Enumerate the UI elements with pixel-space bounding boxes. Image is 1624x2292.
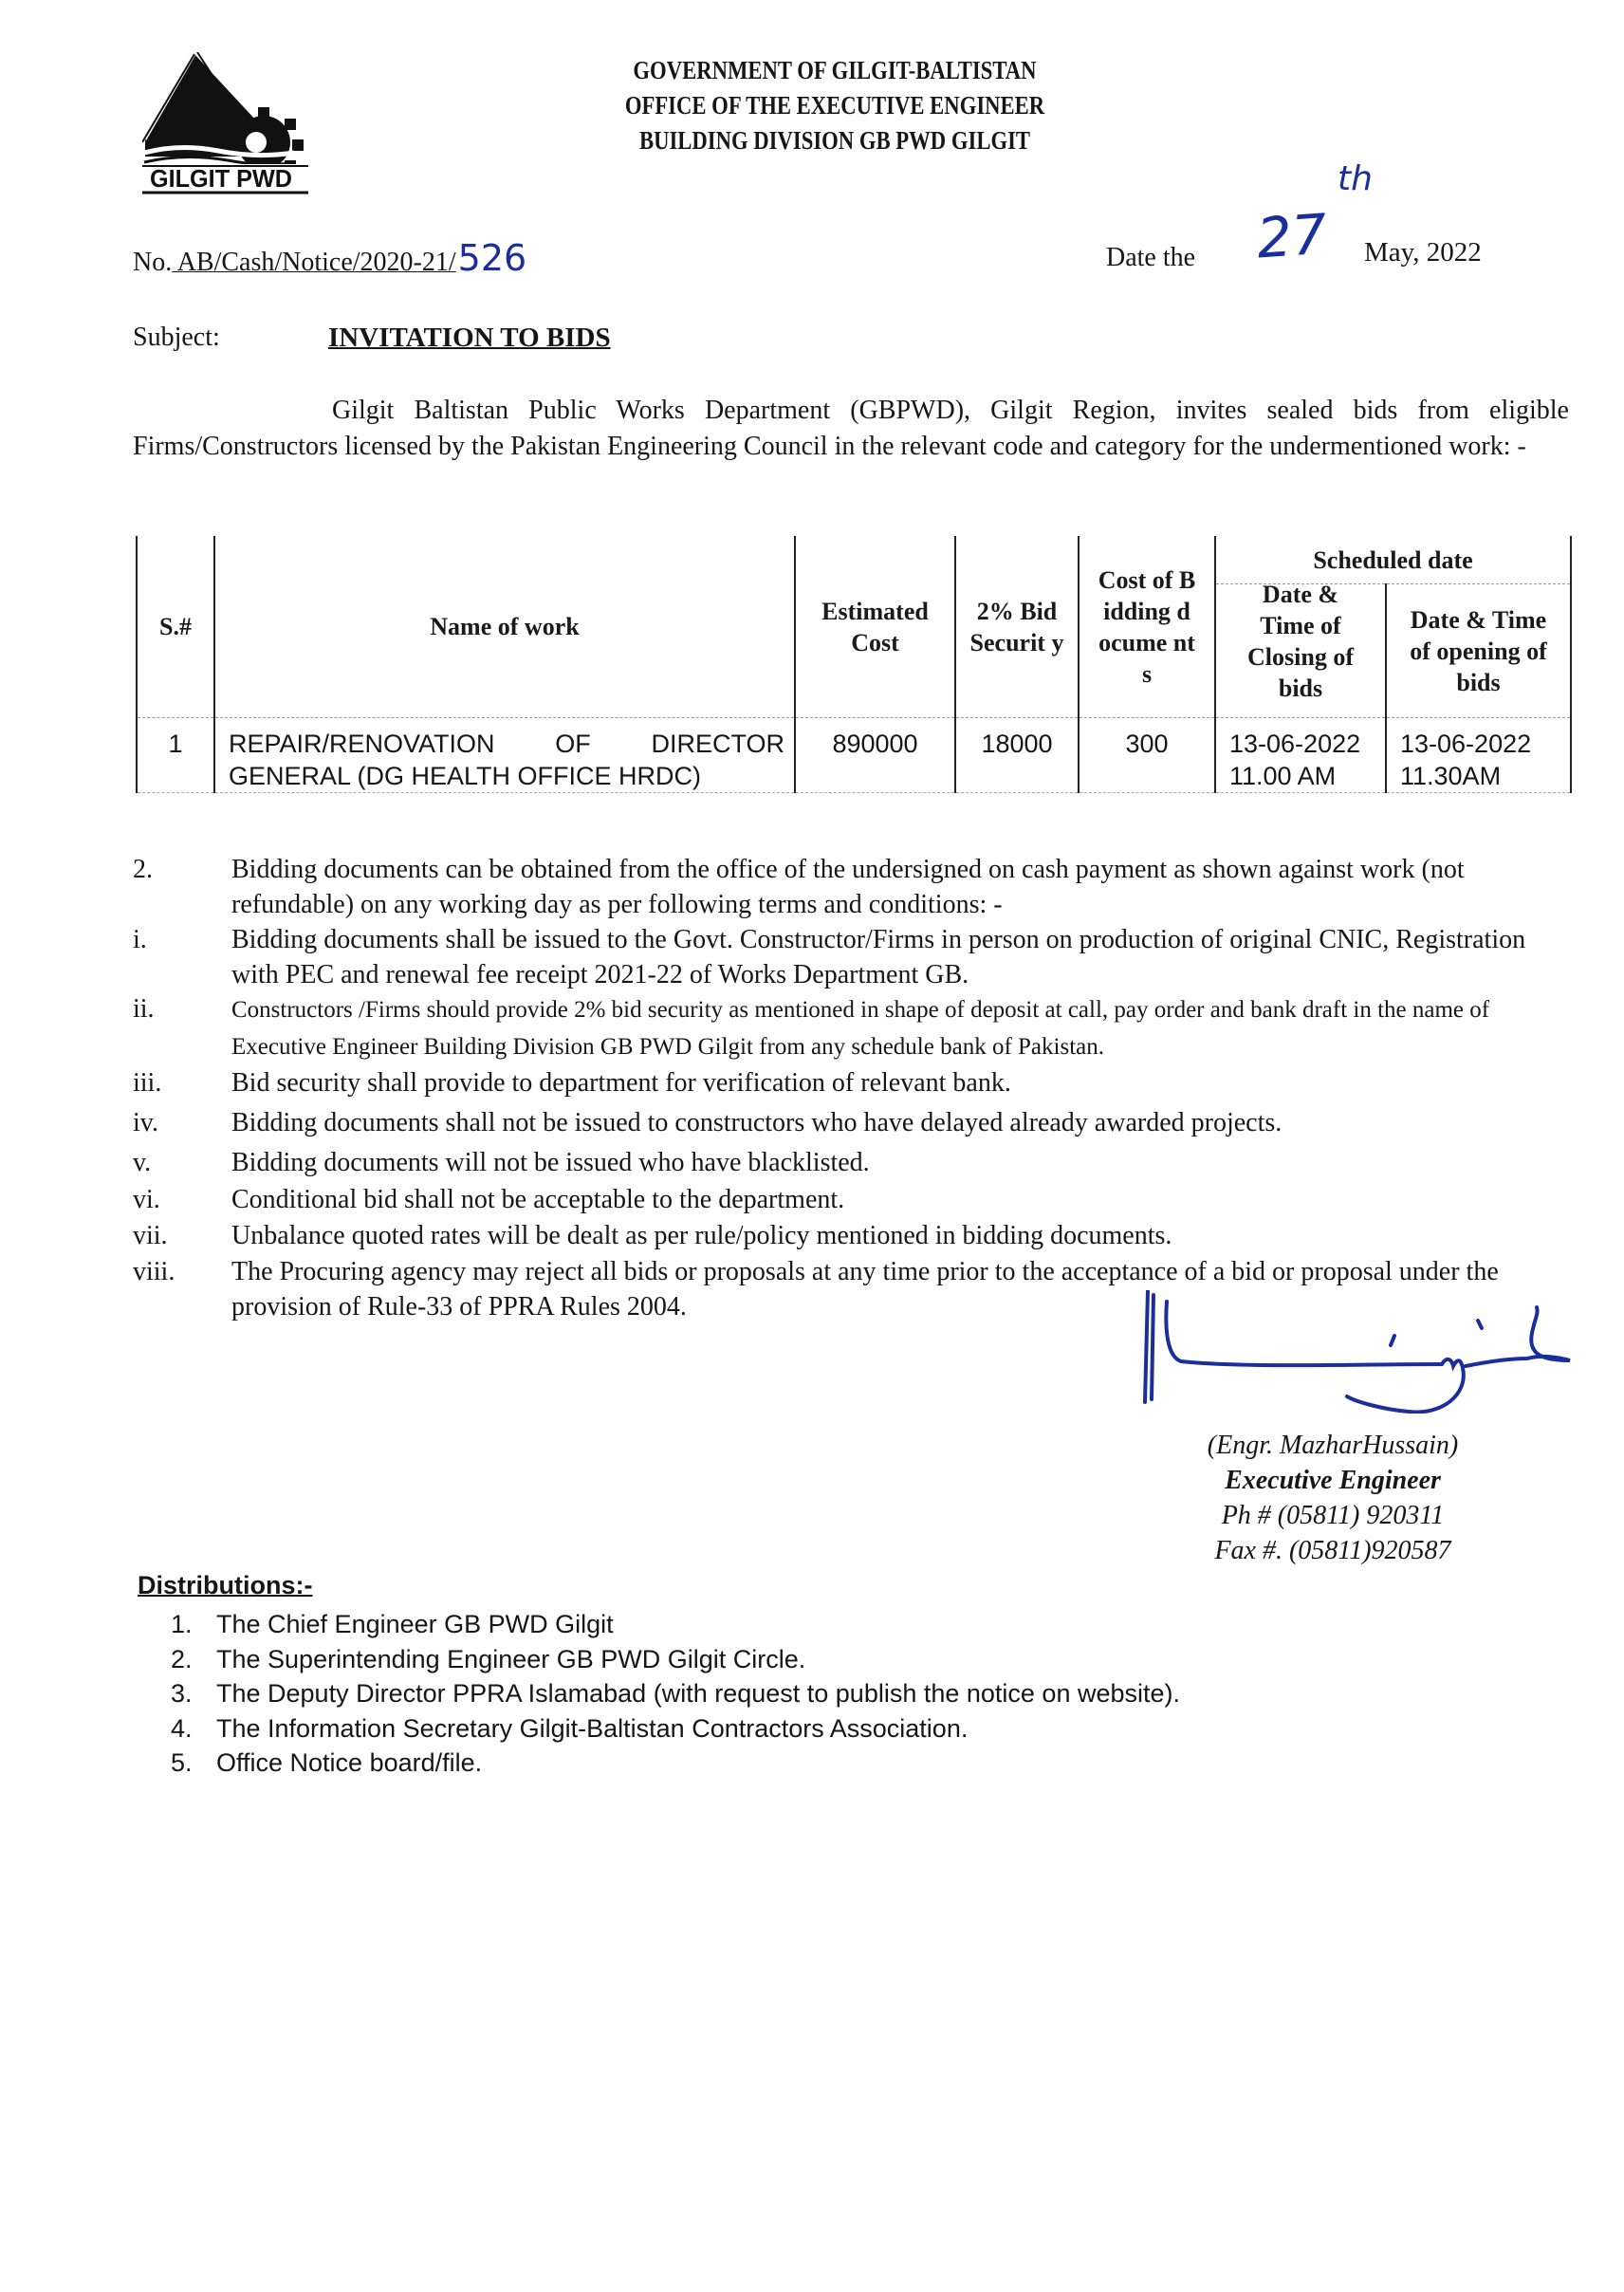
list-item-number: 2.	[171, 1644, 193, 1673]
distribution-title: Distributions:-	[138, 1571, 313, 1599]
cell-estimated-cost: 890000	[795, 718, 955, 793]
letterhead-line-government: GOVERNMENT OF GILGIT-BALTISTAN	[633, 56, 1037, 84]
list-item	[171, 1642, 1180, 1677]
list-item	[171, 1746, 1180, 1781]
header-cost-of-documents-text: Cost of Bidding docume nts	[1098, 565, 1196, 688]
header-estimated-cost-text: Estimated Cost	[821, 597, 929, 656]
reference-prefix: No.	[133, 248, 173, 277]
header-closing	[1215, 581, 1386, 718]
header-sno: S.#	[137, 536, 214, 718]
list-item-text: The Superintending Engineer GB PWD Gilgit Circle.	[216, 1644, 806, 1673]
clause-text: Constructors /Firms should provide 2% bid security as mentioned in shape of deposit at call, pay order and bank draft in the name of Executive Engineer Building Division GB PWD Gilgit from any schedule bank of Pakistan.	[231, 997, 1490, 1060]
signatory-title: Executive Engineer	[1225, 1466, 1441, 1495]
table-row	[137, 718, 1571, 793]
cell-opening-time: 11.30AM	[1400, 762, 1502, 790]
header-closing-text: Date & Time of Closing of bids	[1247, 581, 1354, 702]
clause-text: The Procuring agency may reject all bids or proposals at any time prior to the acceptance of a bid or proposal under the provision of Rule-33 of PPRA Rules 2004.	[231, 1257, 1499, 1322]
cell-sno: 1	[137, 718, 214, 793]
subject-label: Subject:	[133, 323, 220, 352]
cell-cost-of-documents: 300	[1079, 718, 1215, 793]
clause-number: viii.	[133, 1257, 175, 1286]
reference-handwritten-number: 526	[457, 237, 527, 279]
reference-number	[133, 237, 526, 279]
clause-number: iii.	[133, 1068, 162, 1098]
cell-opening-date: 13-06-2022	[1400, 730, 1532, 758]
intro-paragraph: Gilgit Baltistan Public Works Department (GBPWD), Gilgit Region, invites sealed bids from eligible Firms/Constructors licensed by the Pakistan Engineering Council in the relevant code and category for the undermentioned work: -	[133, 396, 1569, 461]
letterhead-line-division: BUILDING DIVISION GB PWD GILGIT	[638, 126, 1031, 155]
cell-opening	[1386, 718, 1571, 793]
header-opening	[1386, 584, 1571, 718]
clause-number: i.	[133, 925, 147, 954]
clause-text: Bidding documents shall be issued to the Govt. Constructor/Firms in person on production of original CNIC, Registration with PEC and renewal fee receipt 2021-22 of Works Department GB.	[231, 925, 1526, 989]
clause-text: Bidding documents can be obtained from the office of the undersigned on cash payment as shown against work (not refundable) on any working day as per following terms and conditions: -	[231, 855, 1465, 919]
clause-text: Bidding documents shall not be issued to constructors who have delayed already awarded projects.	[231, 1108, 1283, 1137]
list-item-number: 1.	[171, 1610, 193, 1638]
clause-text: Bidding documents will not be issued who have blacklisted.	[231, 1148, 870, 1177]
header-bid-security	[955, 536, 1079, 718]
list-item-number: 4.	[171, 1713, 193, 1743]
signatory-block	[1143, 1428, 1522, 1568]
list-item	[171, 1676, 1180, 1711]
clause-text: Conditional bid shall not be acceptable to the department.	[231, 1185, 845, 1214]
list-item-text: Office Notice board/file.	[216, 1748, 483, 1777]
list-item-text: The Deputy Director PPRA Islamabad (with request to publish the notice on website).	[216, 1679, 1181, 1708]
cell-closing-date: 13-06-2022	[1229, 730, 1361, 758]
date-month-year: May, 2022	[1364, 237, 1482, 268]
letterhead	[531, 53, 1138, 158]
cell-closing	[1215, 718, 1386, 793]
logo-text: GILGIT PWD	[150, 164, 292, 193]
cell-bid-security: 18000	[955, 718, 1079, 793]
header-cost-of-documents	[1079, 536, 1215, 718]
clause-number: 2.	[133, 855, 153, 884]
cell-name-of-work: REPAIR/RENOVATION OF DIRECTOR GENERAL (DG HEALTH OFFICE HRDC)	[214, 718, 795, 793]
list-item-number: 3.	[171, 1679, 193, 1708]
clause-number: ii.	[133, 994, 155, 1024]
header-opening-text: Date & Time of opening of bids	[1410, 605, 1547, 696]
bids-table	[136, 536, 1572, 793]
header-scheduled-date: Scheduled date	[1215, 536, 1571, 584]
header-estimated-cost	[795, 536, 955, 718]
gilgit-pwd-logo	[142, 52, 313, 194]
date-label: Date the	[1106, 243, 1196, 272]
distribution-list	[171, 1607, 1180, 1781]
list-item-text: The Information Secretary Gilgit-Baltistan Contractors Association.	[216, 1713, 969, 1743]
clause-text: Bid security shall provide to department for verification of relevant bank.	[231, 1068, 1011, 1098]
date-day-handwritten: 27	[1254, 201, 1330, 271]
clause-number: iv.	[133, 1108, 158, 1137]
reference-code: AB/Cash/Notice/2020-21/	[172, 248, 456, 277]
clause-number: v.	[133, 1148, 152, 1177]
subject-title: INVITATION TO BIDS	[328, 323, 611, 353]
clause-text: Unbalance quoted rates will be dealt as per rule/policy mentioned in bidding documents.	[231, 1221, 1172, 1250]
signatory-phone: Ph # (05811) 920311	[1221, 1501, 1445, 1530]
handwritten-signature	[1129, 1290, 1575, 1414]
clause-number: vii.	[133, 1221, 168, 1250]
signatory-name: (Engr. MazharHussain)	[1207, 1431, 1459, 1460]
signatory-fax: Fax #. (05811)920587	[1214, 1536, 1451, 1565]
letterhead-line-office: OFFICE OF THE EXECUTIVE ENGINEER	[624, 91, 1045, 120]
list-item-number: 5.	[171, 1748, 193, 1777]
cell-closing-time: 11.00 AM	[1229, 762, 1337, 790]
list-item	[171, 1607, 1180, 1642]
list-item-text: The Chief Engineer GB PWD Gilgit	[216, 1610, 614, 1638]
header-bid-security-text: 2% Bid Securit y	[969, 597, 1064, 656]
clause-number: vi.	[133, 1185, 160, 1214]
date-day-suffix-handwritten: th	[1338, 159, 1373, 198]
header-name-of-work: Name of work	[214, 536, 795, 718]
list-item	[171, 1711, 1180, 1747]
